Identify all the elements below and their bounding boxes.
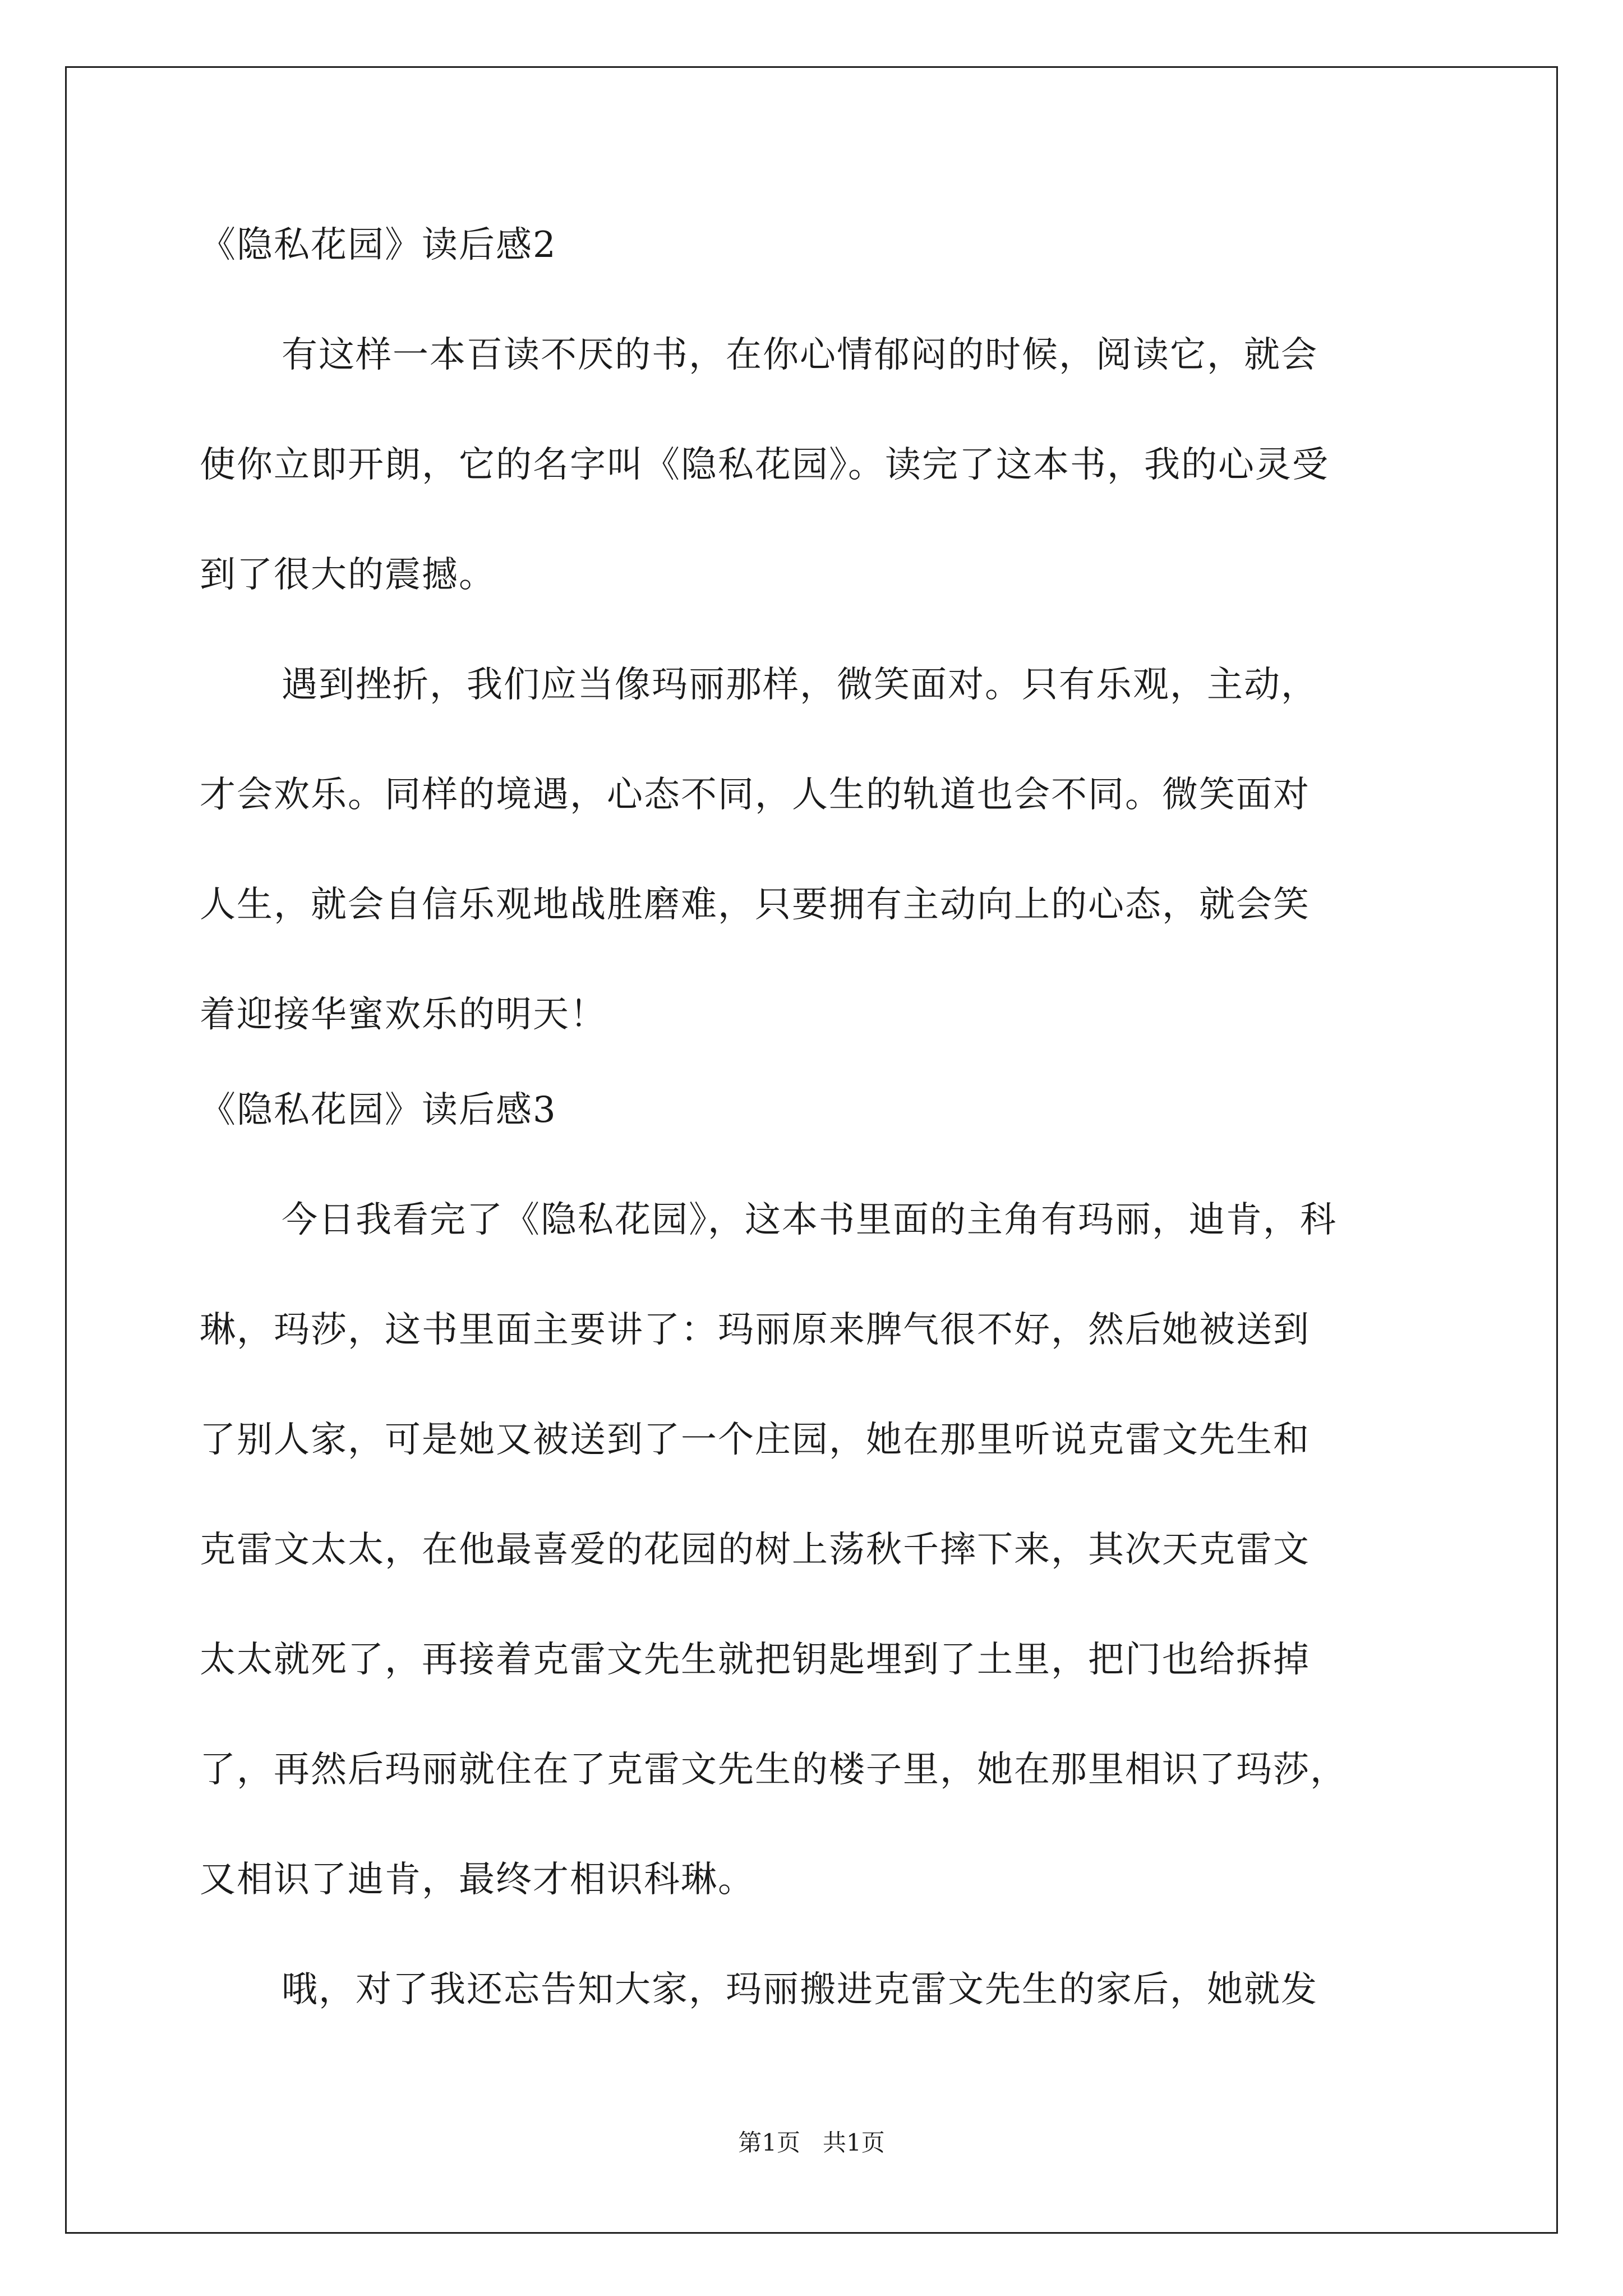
section-heading: 《隐私花园》读后感2 bbox=[200, 224, 557, 266]
paragraph-line: 又相识了迪肯，最终才相识科琳。 bbox=[200, 1859, 755, 1901]
page-border bbox=[65, 66, 1558, 2234]
section-heading: 《隐私花园》读后感3 bbox=[200, 1089, 557, 1131]
paragraph-line: 到了很大的震撼。 bbox=[200, 554, 496, 596]
paragraph-line: 克雷文太太，在他最喜爱的花园的树上荡秋千摔下来，其次天克雷文 bbox=[200, 1529, 1310, 1571]
paragraph-line: 琳，玛莎，这书里面主要讲了：玛丽原来脾气很不好，然后她被送到 bbox=[200, 1309, 1310, 1351]
paragraph-line: 今日我看完了《隐私花园》，这本书里面的主角有玛丽，迪肯，科 bbox=[282, 1199, 1337, 1241]
paragraph-line: 了，再然后玛丽就住在了克雷文先生的楼子里，她在那里相识了玛莎， bbox=[200, 1749, 1347, 1791]
paragraph-line: 遇到挫折，我们应当像玛丽那样，微笑面对。只有乐观，主动， bbox=[282, 664, 1318, 706]
paragraph-line: 了别人家，可是她又被送到了一个庄园，她在那里听说克雷文先生和 bbox=[200, 1419, 1310, 1461]
page-footer: 第1页 共1页 bbox=[738, 2129, 885, 2156]
paragraph-line: 人生，就会自信乐观地战胜磨难，只要拥有主动向上的心态，就会笑 bbox=[200, 884, 1310, 926]
paragraph-line: 有这样一本百读不厌的书，在你心情郁闷的时候，阅读它，就会 bbox=[282, 334, 1318, 376]
paragraph-line: 着迎接华蜜欢乐的明天！ bbox=[200, 994, 607, 1036]
paragraph-line: 哦，对了我还忘告知大家，玛丽搬进克雷文先生的家后，她就发 bbox=[282, 1969, 1318, 2010]
paragraph-line: 太太就死了，再接着克雷文先生就把钥匙埋到了土里，把门也给拆掉 bbox=[200, 1639, 1310, 1681]
paragraph-line: 才会欢乐。同样的境遇，心态不同，人生的轨道也会不同。微笑面对 bbox=[200, 774, 1310, 816]
paragraph-line: 使你立即开朗，它的名字叫《隐私花园》。读完了这本书，我的心灵受 bbox=[200, 444, 1329, 486]
